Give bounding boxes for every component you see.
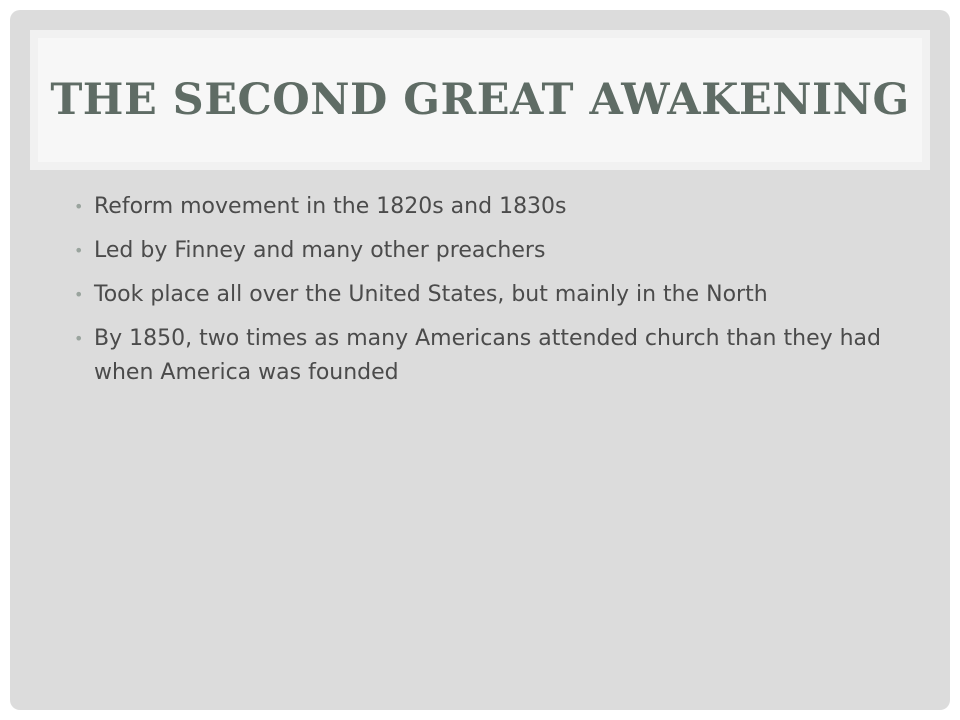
bullet-item — [70, 190, 890, 224]
bullet-text: Reform movement in the 1820s and 1830s — [94, 194, 567, 219]
bullet-icon: • — [74, 197, 84, 216]
slide-title: THE SECOND GREAT AWAKENING — [50, 75, 910, 125]
bullet-item — [70, 234, 890, 268]
title-box — [30, 30, 930, 170]
bullet-icon: • — [74, 285, 84, 304]
bullet-text: Led by Finney and many other preachers — [94, 238, 546, 263]
bullet-icon: • — [74, 329, 84, 348]
bullet-list — [70, 190, 890, 400]
bullet-item — [70, 322, 890, 390]
bullet-icon: • — [74, 241, 84, 260]
slide — [10, 10, 950, 710]
bullet-text: Took place all over the United States, but mainly in the North — [94, 282, 768, 307]
bullet-text: By 1850, two times as many Americans attended church than they had when America was founded — [94, 326, 882, 385]
bullet-item — [70, 278, 890, 312]
